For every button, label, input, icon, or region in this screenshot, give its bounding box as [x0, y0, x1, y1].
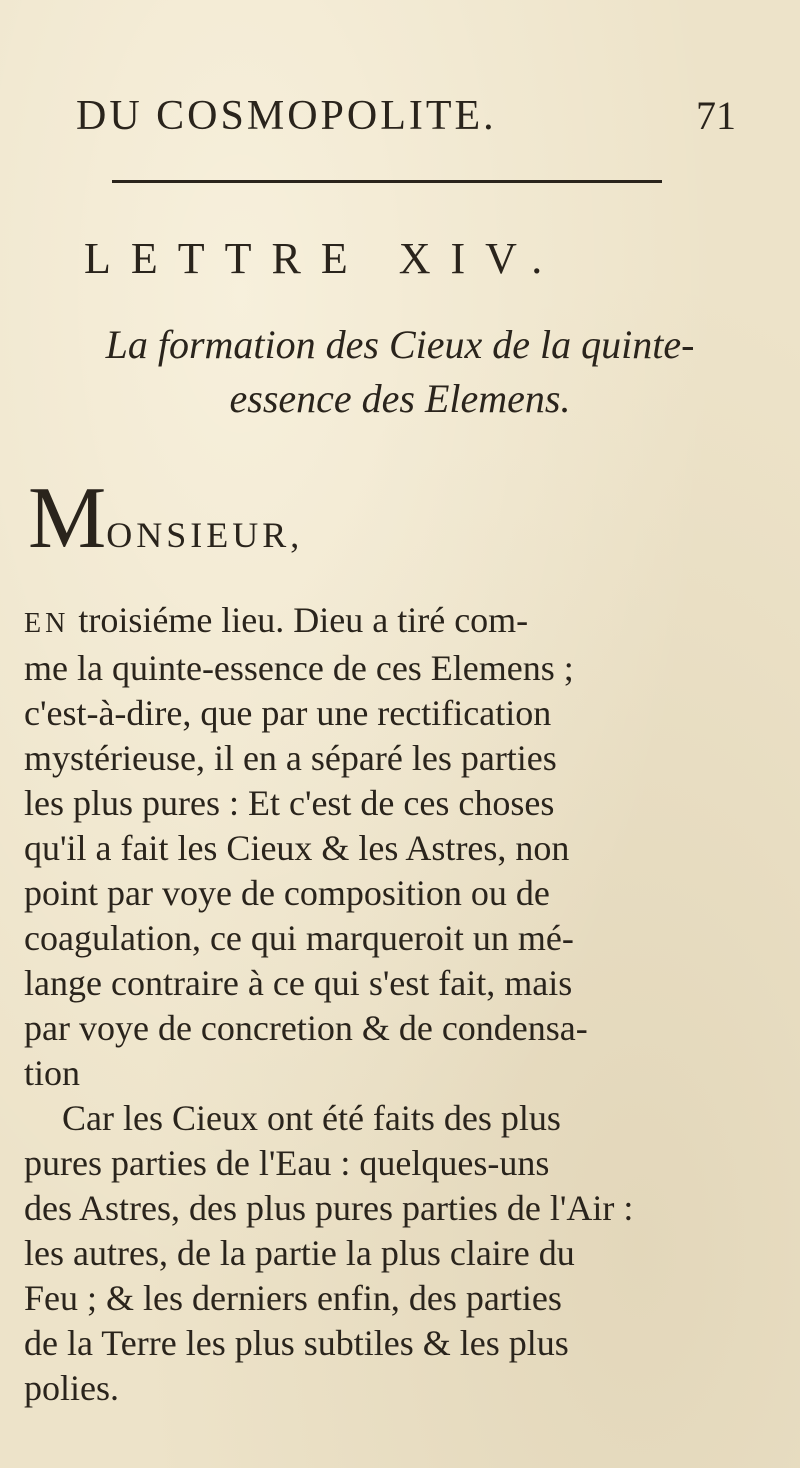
opening-word: EN [24, 608, 70, 639]
body-line: me la quinte-essence de ces Elemens ; [24, 648, 574, 688]
body-line: polies. [24, 1368, 119, 1408]
body-line: les plus pures : Et c'est de ces choses [24, 783, 555, 823]
body-line: qu'il a fait les Cieux & les Astres, non [24, 828, 570, 868]
letter-title: LETTRE XIV. [84, 234, 563, 283]
body-line: c'est-à-dire, que par une rectification [24, 693, 552, 733]
body-line: de la Terre les plus subtiles & les plus [24, 1323, 569, 1363]
body-line: lange contraire à ce qui s'est fait, mais [24, 963, 573, 1003]
header-rule [112, 180, 662, 183]
body-line: point par voye de composition ou de [24, 873, 550, 913]
body-line: EN troisiéme lieu. Dieu a tiré com- [24, 600, 529, 640]
body-line: Car les Cieux ont été faits des plus [62, 1098, 561, 1138]
subtitle-line: La formation des Cieux de la quinte- [105, 322, 695, 367]
body-line: Feu ; & les derniers enfin, des parties [24, 1278, 562, 1318]
salutation-initial: M [28, 470, 107, 567]
body-line: coagulation, ce qui marqueroit un mé- [24, 918, 574, 958]
subtitle-line: essence des Elemens. [229, 376, 571, 421]
body-line: des Astres, des plus pures parties de l'Air : [24, 1188, 634, 1228]
letter-body [24, 598, 704, 1411]
body-line: par voye de concretion & de condensa- [24, 1008, 588, 1048]
salutation [28, 470, 304, 567]
body-line: tion [24, 1053, 81, 1093]
body-line: mystérieuse, il en a séparé les parties [24, 738, 557, 778]
salutation-rest: ONSIEUR, [106, 515, 304, 555]
letter-subtitle [40, 318, 760, 426]
body-line: les autres, de la partie la plus claire du [24, 1233, 575, 1273]
page-number: 71 [696, 93, 736, 138]
body-line: pures parties de l'Eau : quelques-uns [24, 1143, 550, 1183]
running-title: DU COSMOPOLITE. [76, 93, 497, 139]
